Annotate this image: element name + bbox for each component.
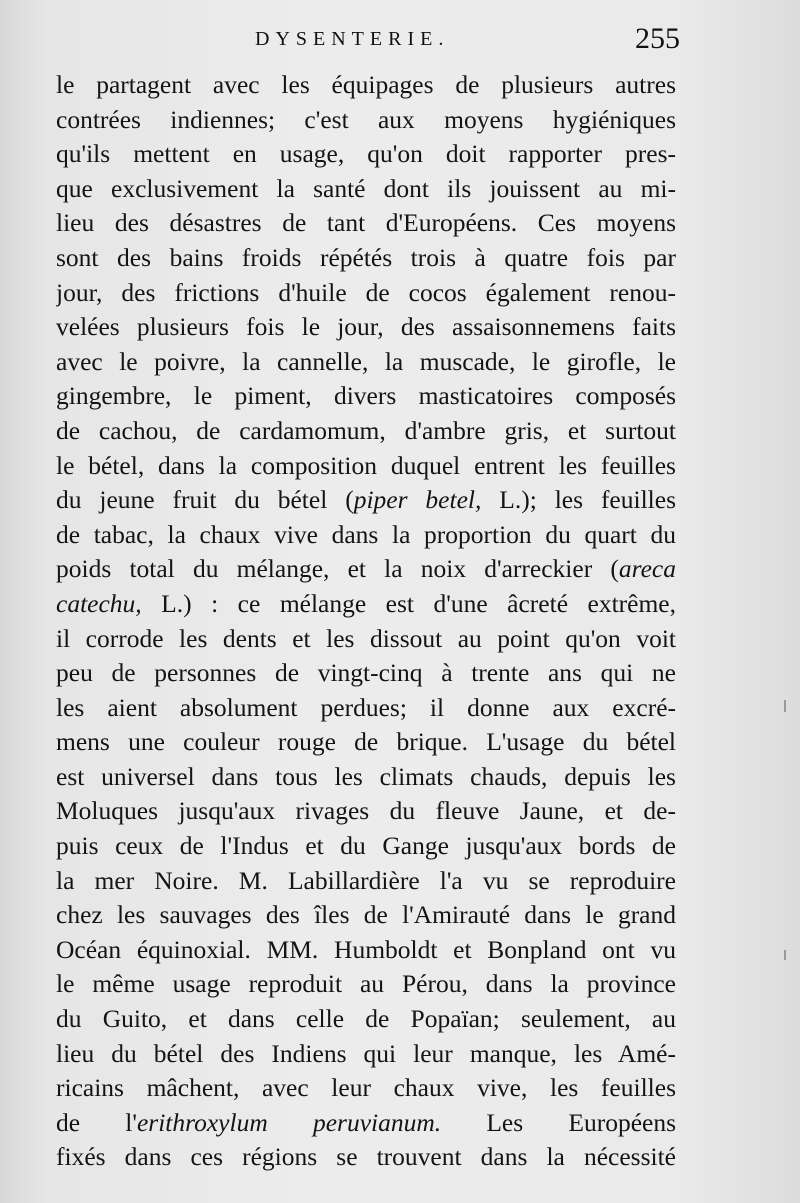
text-line bbox=[56, 967, 676, 1002]
text-line bbox=[56, 68, 676, 103]
text-segment: L.) : ce mélange est d'une âcreté extrême, bbox=[141, 588, 676, 618]
text-segment: du jeune fruit du bétel ( bbox=[56, 485, 354, 515]
text-line bbox=[56, 691, 676, 726]
page-edge-mark bbox=[784, 700, 786, 712]
running-head: DYSENTERIE. bbox=[255, 28, 450, 50]
page-number: 255 bbox=[635, 22, 680, 55]
text-segment: du Guito, et dans celle de Popaïan; seulement, au bbox=[56, 1004, 676, 1034]
text-line bbox=[56, 1071, 676, 1106]
text-line bbox=[56, 172, 676, 207]
text-segment: peu de personnes de vingt-cinq à trente ans qui ne bbox=[56, 658, 676, 688]
text-line bbox=[56, 829, 676, 864]
italic-text: areca bbox=[618, 554, 676, 584]
text-segment: de tabac, la chaux vive dans la proportion du quart du bbox=[56, 519, 676, 549]
text-segment: mens une couleur rouge de brique. L'usage du bétel bbox=[56, 727, 676, 757]
text-segment: de cachou, de cardamomum, d'ambre gris, et surtout bbox=[56, 415, 676, 445]
text-segment: lieu du bétel des Indiens qui leur manque, les Amé- bbox=[56, 1038, 676, 1068]
text-line bbox=[56, 379, 676, 414]
text-segment: qu'ils mettent en usage, qu'on doit rapporter pres- bbox=[56, 139, 676, 169]
text-line bbox=[56, 449, 676, 484]
text-segment: le même usage reproduit au Pérou, dans la province bbox=[56, 969, 676, 999]
body-text bbox=[56, 68, 676, 1175]
text-segment: avec le poivre, la cannelle, la muscade, le girofle, le bbox=[56, 346, 676, 376]
text-line bbox=[56, 1140, 676, 1175]
text-line bbox=[56, 103, 676, 138]
text-segment: poids total du mélange, et la noix d'arreckier ( bbox=[56, 554, 619, 584]
page-edge-mark bbox=[784, 950, 786, 960]
text-segment: sont des bains froids répétés trois à quatre fois par bbox=[56, 242, 676, 272]
text-line bbox=[56, 483, 676, 518]
text-line bbox=[56, 760, 676, 795]
text-line bbox=[56, 587, 676, 622]
text-line bbox=[56, 414, 676, 449]
text-segment: Les Européens bbox=[441, 1107, 676, 1137]
text-line bbox=[56, 898, 676, 933]
text-segment: les aient absolument perdues; il donne aux excré- bbox=[56, 692, 676, 722]
text-line bbox=[56, 241, 676, 276]
text-segment: chez les sauvages des îles de l'Amirauté dans le grand bbox=[56, 900, 676, 930]
italic-text: piper betel, bbox=[353, 485, 482, 515]
text-line bbox=[56, 656, 676, 691]
text-segment: puis ceux de l'Indus et du Gange jusqu'aux bords de bbox=[56, 831, 676, 861]
text-line bbox=[56, 725, 676, 760]
text-line bbox=[56, 1002, 676, 1037]
text-line bbox=[56, 518, 676, 553]
text-segment: le partagent avec les équipages de plusieurs autres bbox=[56, 70, 676, 99]
text-line bbox=[56, 622, 676, 657]
text-line bbox=[56, 206, 676, 241]
text-segment: de l' bbox=[56, 1107, 137, 1137]
text-segment: gingembre, le piment, divers masticatoires composés bbox=[56, 381, 676, 411]
text-line bbox=[56, 310, 676, 345]
text-line bbox=[56, 345, 676, 380]
text-segment: est universel dans tous les climats chauds, depuis les bbox=[56, 761, 676, 791]
text-line bbox=[56, 933, 676, 968]
text-line bbox=[56, 137, 676, 172]
text-segment: fixés dans ces régions se trouvent dans la nécessité bbox=[56, 1142, 676, 1172]
text-line bbox=[56, 864, 676, 899]
italic-text: catechu, bbox=[56, 588, 142, 618]
text-segment: il corrode les dents et les dissout au point qu'on voit bbox=[56, 623, 676, 653]
italic-text: erithroxylum peruvianum. bbox=[136, 1107, 442, 1137]
text-segment: Moluques jusqu'aux rivages du fleuve Jaune, et de- bbox=[56, 796, 676, 826]
text-segment: jour, des frictions d'huile de cocos également renou- bbox=[56, 277, 676, 307]
text-segment: L.); les feuilles bbox=[481, 485, 676, 515]
text-segment: le bétel, dans la composition duquel entrent les feuilles bbox=[56, 450, 676, 480]
text-line bbox=[56, 1106, 676, 1141]
text-line bbox=[56, 276, 676, 311]
text-line bbox=[56, 552, 676, 587]
text-segment: Océan équinoxial. MM. Humboldt et Bonpland ont vu bbox=[56, 934, 676, 964]
text-segment: contrées indiennes; c'est aux moyens hygiéniques bbox=[56, 104, 676, 134]
text-line bbox=[56, 794, 676, 829]
text-segment: velées plusieurs fois le jour, des assaisonnemens faits bbox=[56, 312, 676, 342]
text-segment: lieu des désastres de tant d'Européens. Ces moyens bbox=[56, 208, 676, 238]
text-segment: que exclusivement la santé dont ils jouissent au mi- bbox=[56, 173, 676, 203]
text-segment: la mer Noire. M. Labillardière l'a vu se reproduire bbox=[56, 865, 676, 895]
text-line bbox=[56, 1037, 676, 1072]
text-segment: ricains mâchent, avec leur chaux vive, les feuilles bbox=[56, 1073, 676, 1103]
page-header bbox=[60, 22, 680, 62]
